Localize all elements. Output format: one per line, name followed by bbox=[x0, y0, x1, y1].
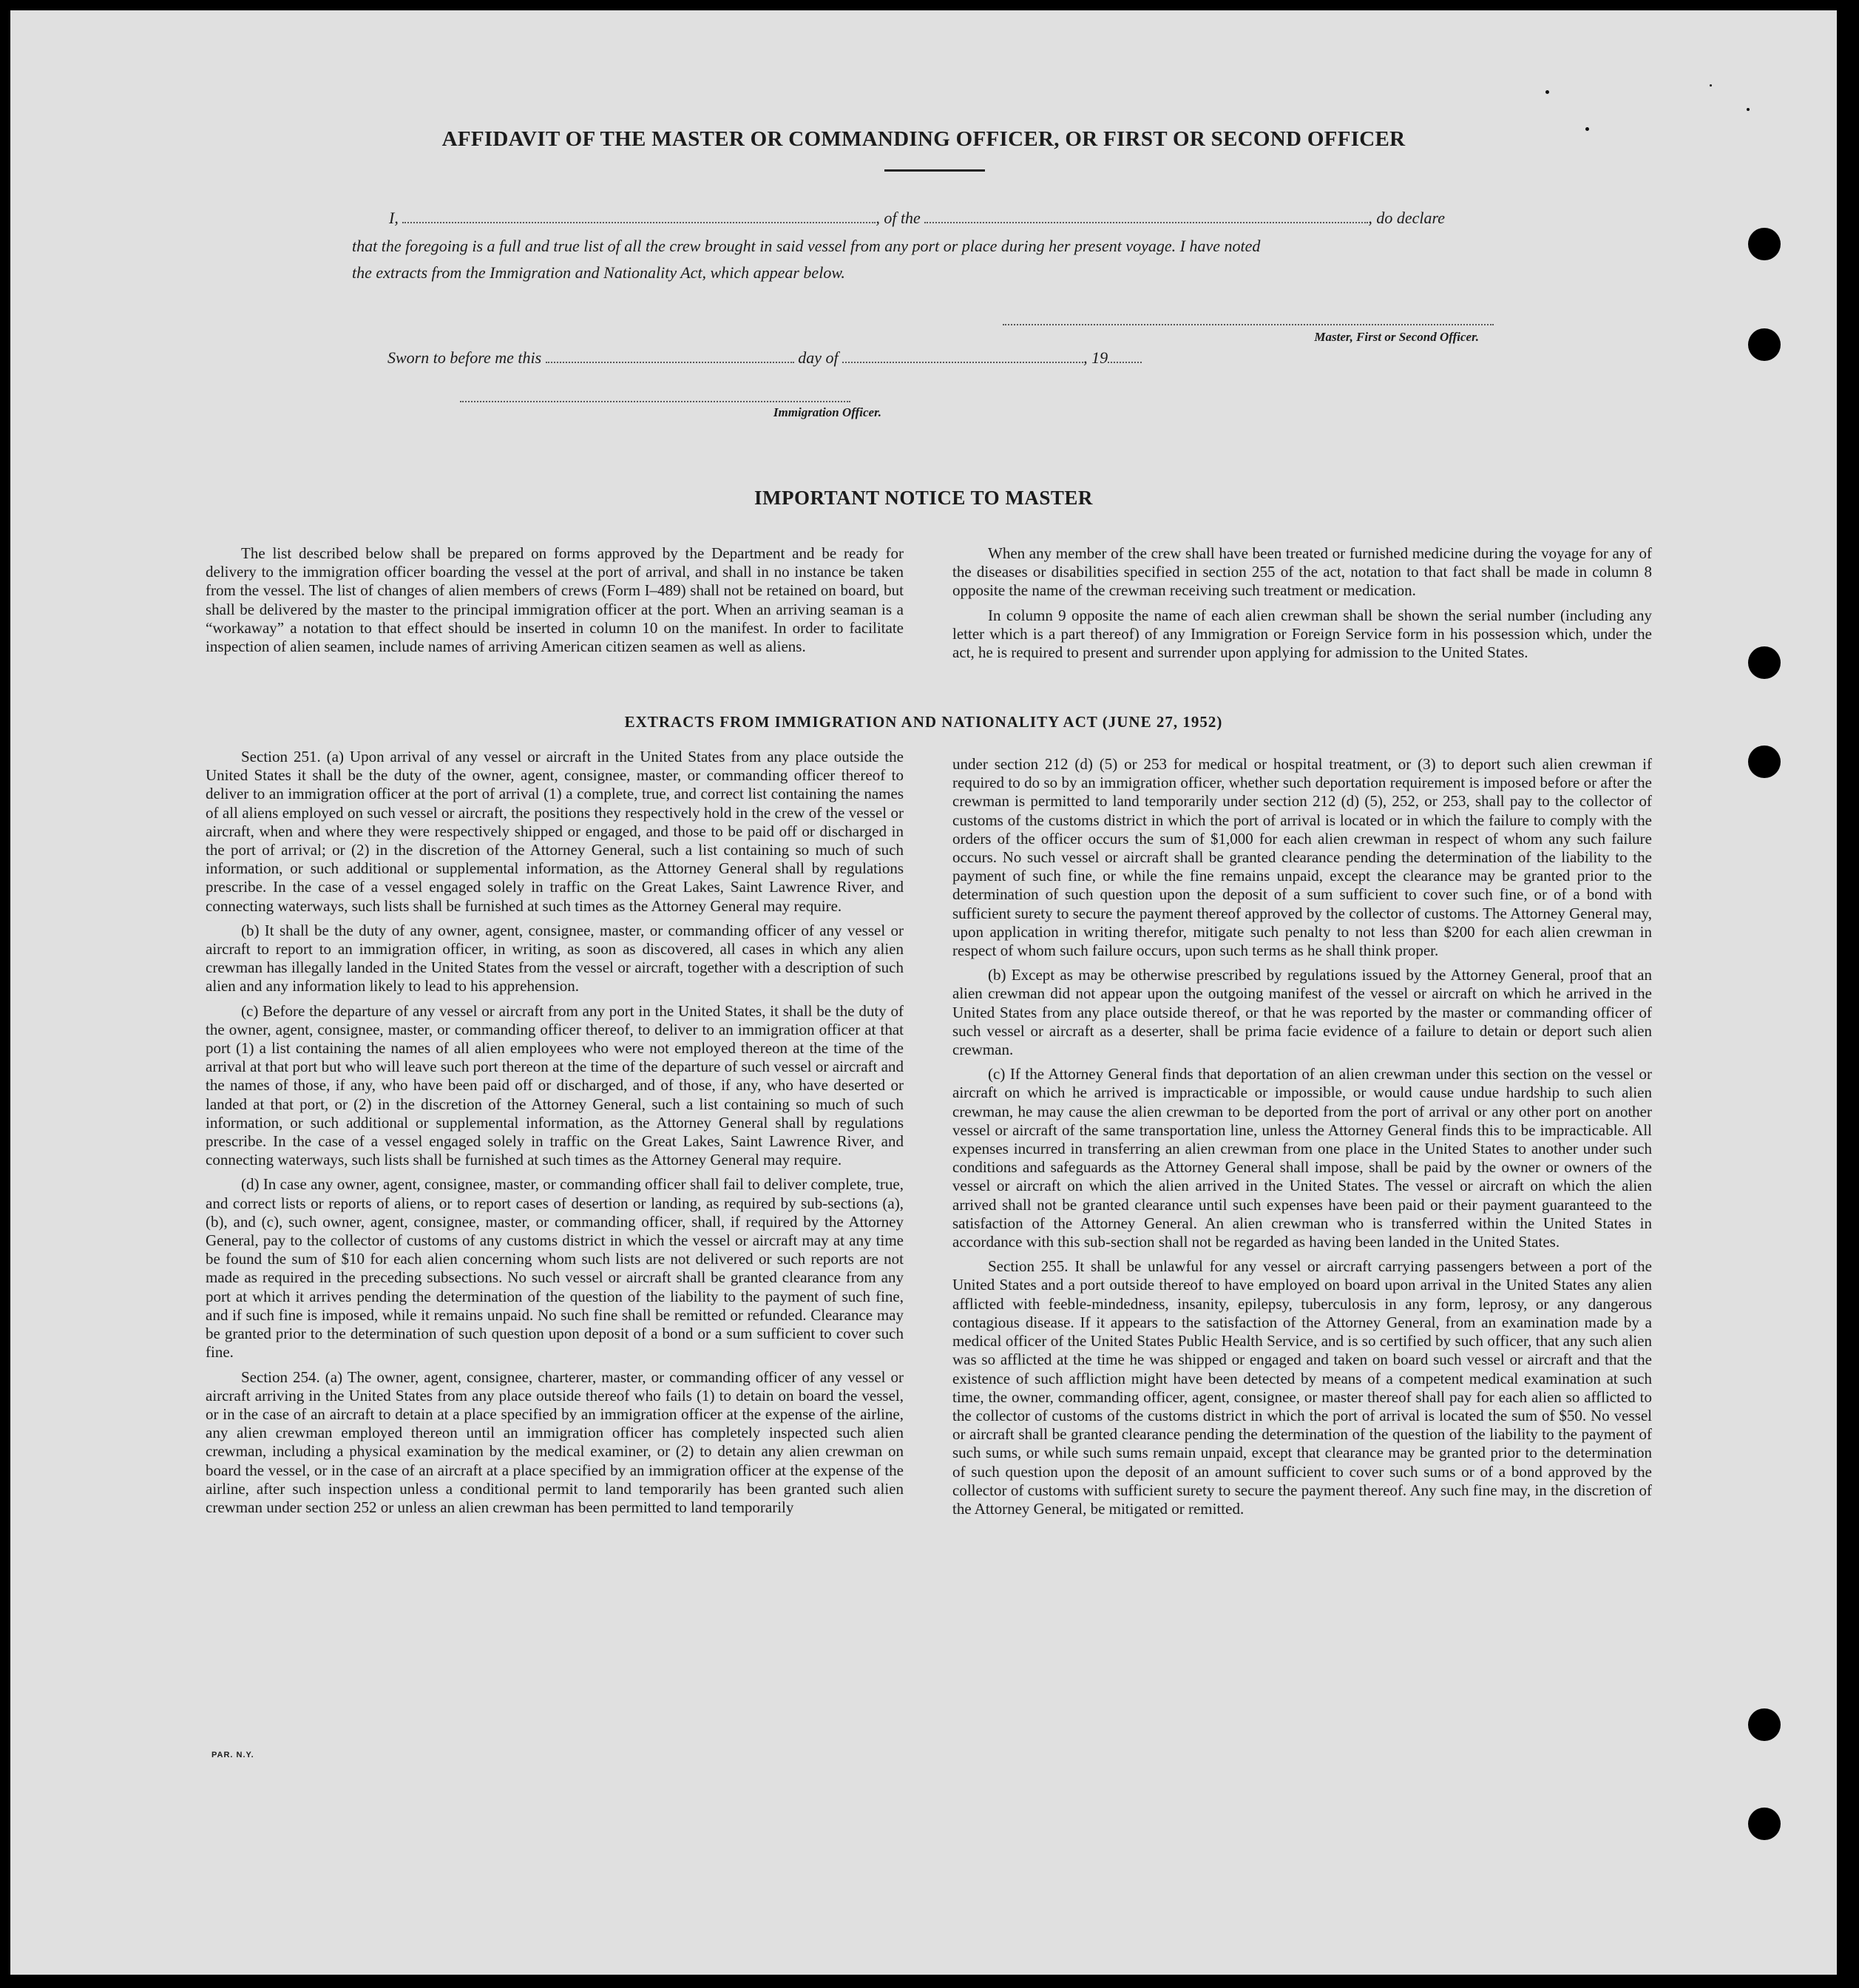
printer-mark: PAR. N.Y. bbox=[211, 1751, 254, 1759]
sworn-year-blank[interactable] bbox=[1108, 362, 1142, 363]
sworn-line bbox=[387, 348, 1142, 368]
vessel-blank[interactable] bbox=[924, 222, 1368, 223]
section-254-c: (c) If the Attorney General finds that deportation of an alien crewman under this section on the vessel or aircraft on which he arrived is impracticable or impossible, or would cause undue hardship to such alien crewman, he may cause the alien crewman to be deported from the port of arrival or any other port on another vessel or aircraft of the same transportation line, unless the Attorney General finds this to be impracticable. All expenses incurred in transferring an alien crewman from one place in the United States to another under such conditions and safeguards as the Attorney General shall impose, shall be paid by the owner or owners of the vessel or aircraft on which the alien arrived in the United States. The vessel or aircraft on which the alien arrived shall not be granted clearance until such expenses have been paid or their payment guaranteed to the satisfaction of the Attorney General. An alien crewman who is transferred within the United States in accordance with this sub-section shall not be regarded as having been landed in the United States. bbox=[952, 1065, 1652, 1251]
title-rule bbox=[884, 169, 985, 172]
punch-hole bbox=[1748, 746, 1781, 778]
section-251-b: (b) It shall be the duty of any owner, agent, consignee, master, or commanding officer of any vessel or aircraft to report to an immigration officer, in writing, as soon as discovered, all cases in which any alien crewman has illegally landed in the United States from the vessel or aircraft, together with a description of such alien and any information likely to lead to his apprehension. bbox=[206, 921, 904, 995]
notice-right-paragraph-1: When any member of the crew shall have been treated or furnished medicine during the voyage for any of the diseases or disabilities specified in section 255 of the act, notation to that fact shall be made in column 8 opposite the name of the crewman receiving such treatment or medication. bbox=[952, 544, 1652, 600]
form-page bbox=[10, 10, 1837, 1975]
affidavit-title: AFFIDAVIT OF THE MASTER OR COMMANDING OFFICER, OR FIRST OR SECOND OFFICER bbox=[441, 127, 1406, 151]
notice-right-column bbox=[952, 544, 1652, 668]
sworn-day-blank[interactable] bbox=[546, 362, 794, 363]
section-254-a: Section 254. (a) The owner, agent, consignee, charterer, master, or commanding officer of any vessel or aircraft arriving in the United States from any place outside thereof who fails (1) to detain on board the vessel, or in the case of an aircraft to detain at a place specified by an immigration officer at the expense of the airline, any alien crewman employed thereon until an immigration officer has completely inspected such alien crewman, including a physical examination by the medical examiner, or (2) to detain any alien crewman on board the vessel, or in the case of an aircraft at a place specified by an immigration officer at the expense of the airline, after such inspection unless a conditional permit to land temporarily has been granted such alien crewman under section 252 or unless an alien crewman has been permitted to land temporarily bbox=[206, 1367, 904, 1516]
punch-hole bbox=[1748, 1808, 1781, 1840]
speck bbox=[1545, 90, 1549, 94]
master-signature-line[interactable] bbox=[1003, 324, 1494, 325]
section-251-c: (c) Before the departure of any vessel or aircraft from any port in the United States, it shall be the duty of the owner, agent, consignee, master, or commanding officer thereof, to deliver to an immigration officer at that port (1) a list containing the names of all alien employees who were not employed thereon at the time of the arrival at that port but who will leave such port thereon at the time of the departure of such vessel or aircraft and the names of those, if any, who have been paid off or discharged, and of those, if any, who have deserted or landed at that port, or (2) in the discretion of the Attorney General, such a list containing so much of such information, or such additional or supplemental information, as the Attorney General shall by regulations prescribe. In the case of a vessel engaged solely in traffic on the Great Lakes, Saint Lawrence River, and connecting waterways, such lists shall be furnished at such times as the Attorney General may require. bbox=[206, 1001, 904, 1169]
section-255: Section 255. It shall be unlawful for any vessel or aircraft carrying passengers between a port of the United States and a port outside thereof to have employed on board upon arrival in the United States any alien afflicted with feeble-mindedness, insanity, epilepsy, tuberculosis in any form, leprosy, or any dangerous contagious disease. If it appears to the satisfaction of the Attorney General, from an examination made by a medical officer of the United States Public Health Service, and is so certified by such officer, that any such alien was so afflicted at the time he was shipped or engaged and taken on board such vessel or aircraft and that the existence of such affliction might have been detected by means of a competent medical examination at such time, the owner, commanding officer, agent, consignee, or master thereof shall pay for each alien so afflicted to the collector of customs of the customs district in which the port of arrival is located the sum of $50. No vessel or aircraft shall be granted clearance pending the determination of the question of the liability to the payment of such sums, or while such sums remain unpaid, except that clearance may be granted prior to the determination of such question upon the deposit of an amount sufficient to cover such sums or of a bond approved by the collector of customs with sufficient surety to secure the payment thereof. Any such fine may, in the discretion of the Attorney General, be mitigated or remitted. bbox=[952, 1257, 1652, 1518]
declare-of-the: , of the bbox=[876, 209, 921, 227]
declaration-line-3: the extracts from the Immigration and Nationality Act, which appear below. bbox=[352, 263, 845, 282]
declaration-line-2: that the foregoing is a full and true list of all the crew brought in said vessel from any port or place during her present voyage. I have noted bbox=[352, 237, 1261, 255]
section-254-a-continued: under section 212 (d) (5) or 253 for medical or hospital treatment, or (3) to deport such alien crewman if required to do so by an immigration officer, whether such deportation requirement is imposed before or after the crewman is permitted to land temporarily under section 212 (d) (5), 252, or 253, shall pay to the collector of customs of the customs district in which the port of arrival is located or in which the failure to comply with the orders of the officer occurs the sum of $1,000 for each alien crewman in respect of whom any such failure occurs. No such vessel or aircraft shall be granted clearance pending the determination of the liability to the payment of such fine, or while the fine remains unpaid, except the clearance may be granted prior to the determination of such question upon the deposit of a sum sufficient to cover such fine, or of a bond with sufficient surety to secure the payment thereof approved by the collector of customs. The Attorney General may, upon application in writing therefor, mitigate such penalty to not less than $200 for each alien crewman in respect of whom such failure occurs, upon such terms as he shall think proper. bbox=[952, 755, 1652, 960]
punch-hole bbox=[1748, 328, 1781, 361]
declare-do-declare: , do declare bbox=[1368, 209, 1445, 227]
officer-signature-line[interactable] bbox=[460, 401, 850, 402]
declare-i: I, bbox=[389, 209, 399, 227]
sworn-prefix: Sworn to before me this bbox=[387, 348, 542, 367]
punch-hole bbox=[1748, 228, 1781, 260]
section-251-d: (d) In case any owner, agent, consignee, master, or commanding officer shall fail to deliver complete, true, and correct lists or reports of aliens, or to report cases of desertion or landing, as required by sub-sections (a), (b), and (c), such owner, agent, consignee, master, or commanding officer, shall, if required by the Attorney General, pay to the collector of customs of any customs district in which the vessel or aircraft may at any time be found the sum of $10 for each alien concerning whom such lists are not delivered or such reports are not made as required in the preceding subsections. No such vessel or aircraft shall be granted clearance from any port at which it arrives pending the determination of the question of the liability to the payment of such fine, and if such fine is imposed, while it remains unpaid. No such fine shall be remitted or refunded. Clearance may be granted prior to the determination of such question upon deposit of a bond or a sum sufficient to cover such fine. bbox=[206, 1175, 904, 1362]
speck bbox=[1747, 108, 1750, 111]
speck bbox=[1585, 127, 1589, 131]
section-254-b: (b) Except as may be otherwise prescribed by regulations issued by the Attorney General, proof that an alien crewman did not appear upon the outgoing manifest of the vessel or aircraft on which he arrived in the United States from any place outside thereof, or that he was reported by the master or commanding officer of such vessel or aircraft as a deserter, shall be prima facie evidence of a failure to detain or deport such alien crewman. bbox=[952, 966, 1652, 1059]
officer-caption: Immigration Officer. bbox=[773, 405, 881, 419]
section-251-a: Section 251. (a) Upon arrival of any vessel or aircraft in the United States from any place outside the United States it shall be the duty of the owner, agent, consignee, master, or commanding officer thereof to deliver to an immigration officer at the port of arrival (1) a complete, true, and correct list containing the names of all aliens employed on such vessel or aircraft, the positions they respectively hold in the crew of the vessel or aircraft, when and where they were respectively shipped or engaged, and those to be paid off or discharged in the port of arrival; or (2) in the discretion of the Attorney General, such a list containing so much of such information, or such additional or supplemental information, as the Attorney General shall by regulations prescribe. In the case of a vessel engaged solely in traffic on the Great Lakes, Saint Lawrence River, and connecting waterways, such lists shall be furnished at such times as the Attorney General may require. bbox=[206, 748, 904, 915]
declaration-line-1 bbox=[389, 209, 1445, 228]
extracts-right-column bbox=[952, 755, 1652, 1524]
punch-hole bbox=[1748, 646, 1781, 679]
notice-left-column bbox=[206, 544, 904, 662]
master-caption: Master, First or Second Officer. bbox=[1314, 330, 1479, 344]
notice-left-paragraph: The list described below shall be prepared on forms approved by the Department and be ready for delivery to the immigration officer boarding the vessel at the port of arrival, and shall in no instance be taken from the vessel. The list of changes of alien members of crews (Form I–489) shall not be retained on board, but shall be delivered by the master to the principal immigration officer at the port. When an arriving seaman is a “workaway” a notation to that effect should be inserted in column 10 on the manifest. In order to facilitate inspection of alien seamen, include names of arriving American citizen seamen as well as aliens. bbox=[206, 544, 904, 656]
speck bbox=[1710, 84, 1712, 87]
notice-right-paragraph-2: In column 9 opposite the name of each alien crewman shall be shown the serial number (including any letter which is a part thereof) of any Immigration or Foreign Service form in his possession which, under the act, he is required to present and surrender upon applying for admission to the United States. bbox=[952, 606, 1652, 662]
sworn-year: , 19 bbox=[1083, 348, 1108, 367]
punch-hole bbox=[1748, 1708, 1781, 1741]
extracts-title: EXTRACTS FROM IMMIGRATION AND NATIONALITY ACT (JUNE 27, 1952) bbox=[624, 713, 1223, 731]
name-blank[interactable] bbox=[402, 222, 876, 223]
extracts-left-column bbox=[206, 748, 904, 1523]
sworn-month-blank[interactable] bbox=[842, 362, 1083, 363]
sworn-day-of: day of bbox=[798, 348, 839, 367]
notice-title: IMPORTANT NOTICE TO MASTER bbox=[754, 487, 1093, 509]
